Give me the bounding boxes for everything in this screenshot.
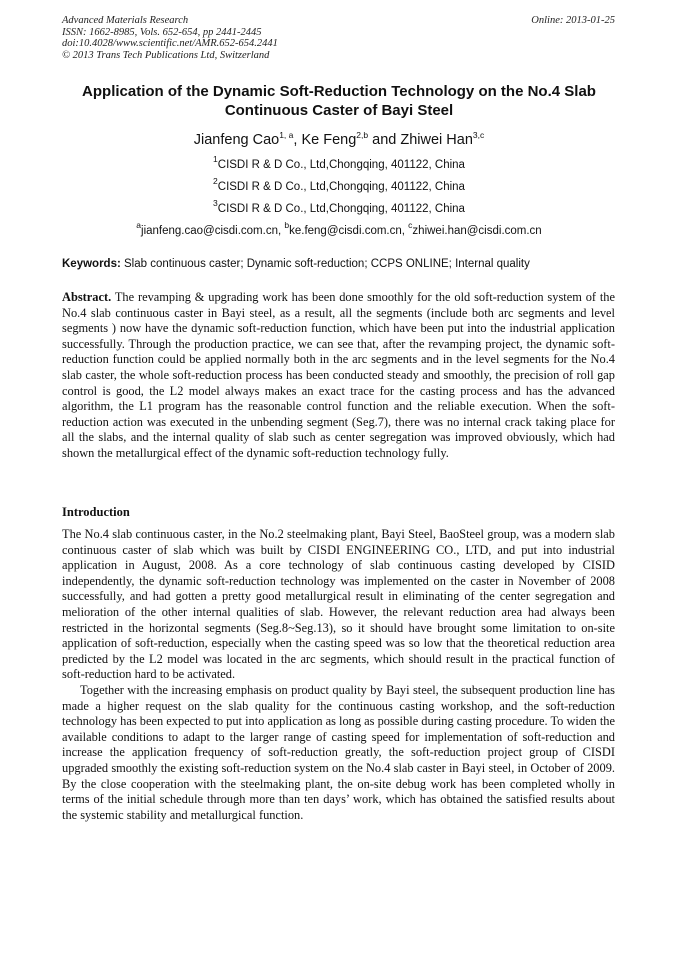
keywords <box>62 257 618 271</box>
email-address: zhiwei.han@cisdi.com.cn <box>412 225 542 237</box>
affiliation <box>0 176 678 194</box>
paragraph: The No.4 slab continuous caster, in the No.2 steelmaking plant, Bayi Steel, BaoSteel group, was a modern slab continuous caster of slab which was built by CISDI ENGINEERING CO., LTD, and put into industrial application in August, 2008. As a core technology of slab continuous casting developed by CISID independently, the dynamic soft-reduction technology was implemented on the caster in November of 2008 successfully, and had gotten a pretty good metallurgical result in eliminating of the center segregation and melioration of the other internal qualities of slab. However, the relevant reduction area had always been restricted in the horizontal segments (Seg.8~Seg.13), so it should have brought some limitation to on-site application of soft-reduction, especially when the casting speed was so low that the theoretical reduction area predicted by the L2 model was located in the arc segments, which should result in the practical function of soft-reduction hard to be activated. <box>62 527 615 682</box>
affiliation <box>0 154 678 172</box>
paragraph: Together with the increasing emphasis on product quality by Bayi steel, the subsequent production line has made a higher request on the slab quality for the continuous casting workshop, and the soft-reduction technology has been expected to put into application as long as possible during casting procedure. To widen the available conditions to adapt to the larger range of casting speed for implementation of soft-reduction and increase the application frequency of soft-reduction greatly, the soft-reduction project group of CISDI upgraded smoothly the existing soft-reduction system on the No.4 slab caster in Bayi steel, in October of 2009. By the close cooperation with the steelmaking plant, the on-site debug work has been completed wholly in terms of the initial schedule through more than ten days’ work, which has obtained the satisfied results about the systemic stability and metallurgical function. <box>62 682 615 822</box>
abstract-text: The revamping & upgrading work has been done smoothly for the old soft-reduction system of the No.4 slab continuous caster in Bayi steel, as a result, all the segments (include both arc segments and level segments ) now have the dynamic soft-reduction function, which have been put into the industrial application successfully. Through the production practice, we can see that, after the revamping project, the dynamic soft-reduction function could be applied normally both in the arc segments and in the level segments for the No.4 slab caster, the whole soft-reduction process has been conducted steady and smoothly, the precision of roll gap control is good, the L2 model always makes an exact trace for the casting process and has the advanced algorithm, the L1 program has the reasonable control function and the reliable execution. When the soft-reduction action was executed in the unbending segment (Seg.7), there was no internal crack taking place for all the slabs, and the internal quality of slab such as center segregation was improved obviously, which had shown the metallurgical effect of the dynamic soft-reduction technology fully. <box>62 290 615 460</box>
author-marker: 2,b <box>356 130 369 140</box>
affiliation-text: CISDI R & D Co., Ltd,Chongqing, 401122, China <box>217 159 465 171</box>
author-name: Jianfeng Cao <box>193 132 280 148</box>
introduction-body <box>62 527 615 823</box>
affiliation-marker: 1 <box>213 154 218 164</box>
paper-title: Application of the Dynamic Soft-Reduction Technology on the No.4 Slab Continuous Caster of Bayi Steel <box>82 83 596 119</box>
author-separator: , <box>293 132 302 148</box>
author-marker: 3,c <box>472 130 485 140</box>
affiliation-text: CISDI R & D Co., Ltd,Chongqing, 401122, China <box>217 203 465 215</box>
keywords-text: Slab continuous caster; Dynamic soft-reduction; CCPS ONLINE; Internal quality <box>120 258 530 270</box>
email-marker: c <box>408 220 413 230</box>
author-emails <box>0 220 678 238</box>
author-name: Ke Feng <box>301 132 357 148</box>
abstract <box>62 290 615 462</box>
author-list <box>0 131 678 150</box>
author-name: Zhiwei Han <box>400 132 473 148</box>
affiliation <box>0 198 678 216</box>
journal-copyright: © 2013 Trans Tech Publications Ltd, Switzerland <box>62 49 270 61</box>
author-marker: 1, a <box>279 130 294 140</box>
journal-doi: doi:10.4028/www.scientific.net/AMR.652-654.2441 <box>62 38 278 50</box>
online-date: Online: 2013-01-25 <box>531 15 615 26</box>
affiliation-marker: 3 <box>213 198 218 208</box>
affiliation-text: CISDI R & D Co., Ltd,Chongqing, 401122, China <box>217 181 465 193</box>
journal-issn: ISSN: 1662-8985, Vols. 652-654, pp 2441-2445 <box>62 26 262 38</box>
author-separator: and <box>368 132 401 148</box>
section-heading-introduction: Introduction <box>62 505 130 519</box>
email-address: ke.feng@cisdi.com.cn, <box>289 225 409 237</box>
email-marker: b <box>284 220 290 230</box>
affiliation-marker: 2 <box>213 176 218 186</box>
journal-header <box>62 15 482 61</box>
email-marker: a <box>136 220 142 230</box>
keywords-label: Keywords: <box>62 258 121 270</box>
email-address: jianfeng.cao@cisdi.com.cn, <box>141 225 285 237</box>
abstract-label: Abstract. <box>62 290 112 304</box>
journal-name: Advanced Materials Research <box>62 15 189 26</box>
